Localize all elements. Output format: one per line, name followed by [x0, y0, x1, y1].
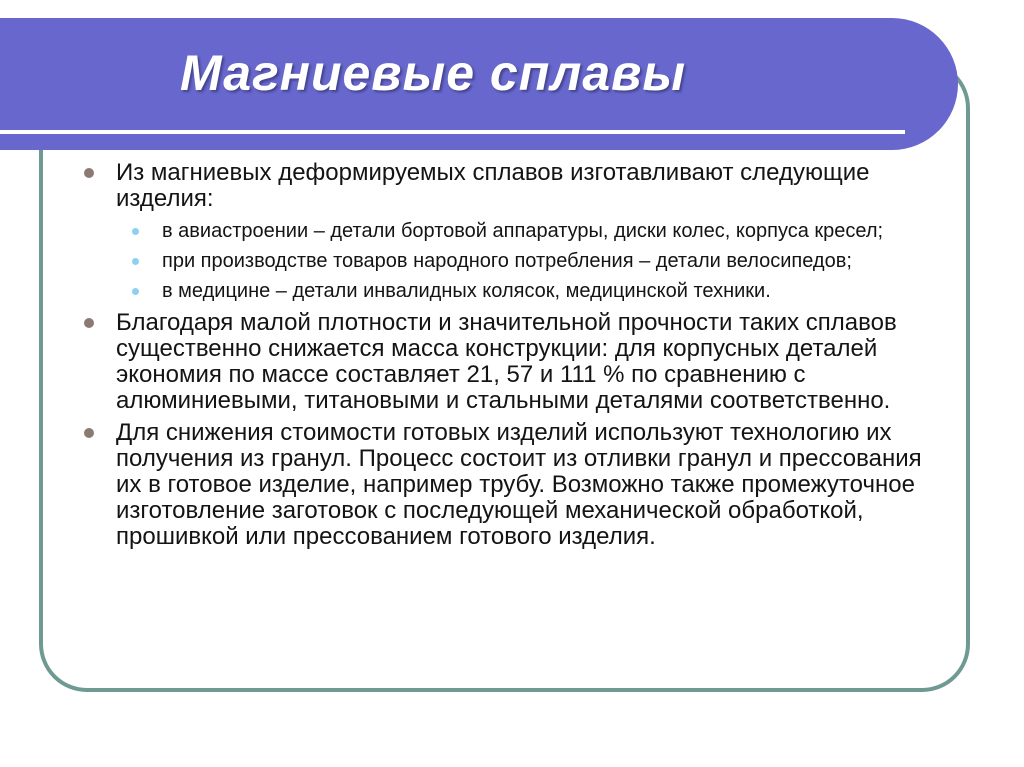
sub-bullet-text: в авиастроении – детали бортовой аппаратуры, диски колес, корпуса кресел; — [162, 220, 884, 242]
title-underline — [0, 130, 905, 134]
bullet-text: Для снижения стоимости готовых изделий используют технологию их получения из гранул. Процесс состоит из отливки гранул и прессования их в готовое изделие, например трубу. Возможно также промежуточное изготовление заготовок с последующей механической обработкой, прошивкой или прессованием готового изделия. — [116, 419, 922, 550]
slide-title: Магниевые сплавы — [180, 45, 687, 101]
sub-bullet-item — [116, 248, 948, 274]
sub-bullet-dot-icon — [132, 288, 139, 295]
bullet-dot-icon — [84, 428, 94, 438]
bullet-text: Благодаря малой плотности и значительной прочности таких сплавов существенно снижается масса конструкции: для корпусных деталей экономия по массе составляет 21, 57 и 111 % по сравнению с алюминиевыми, титановыми и стальными деталями соответственно. — [116, 309, 897, 414]
bullet-dot-icon — [84, 318, 94, 328]
bullet-dot-icon — [84, 168, 94, 178]
bullet-item — [78, 160, 948, 304]
sub-bullet-dot-icon — [132, 228, 139, 235]
sub-bullet-dot-icon — [132, 258, 139, 265]
bullet-text: Из магниевых деформируемых сплавов изготавливают следующие изделия: — [116, 159, 870, 212]
bullet-item — [78, 310, 948, 414]
bullet-item — [78, 420, 948, 550]
sub-bullet-item — [116, 218, 948, 244]
sub-list — [116, 218, 948, 304]
sub-bullet-text: при производстве товаров народного потребления – детали велосипедов; — [162, 250, 852, 272]
sub-bullet-text: в медицине – детали инвалидных колясок, медицинской техники. — [162, 280, 771, 302]
sub-bullet-item — [116, 278, 948, 304]
slide-body — [78, 160, 948, 550]
